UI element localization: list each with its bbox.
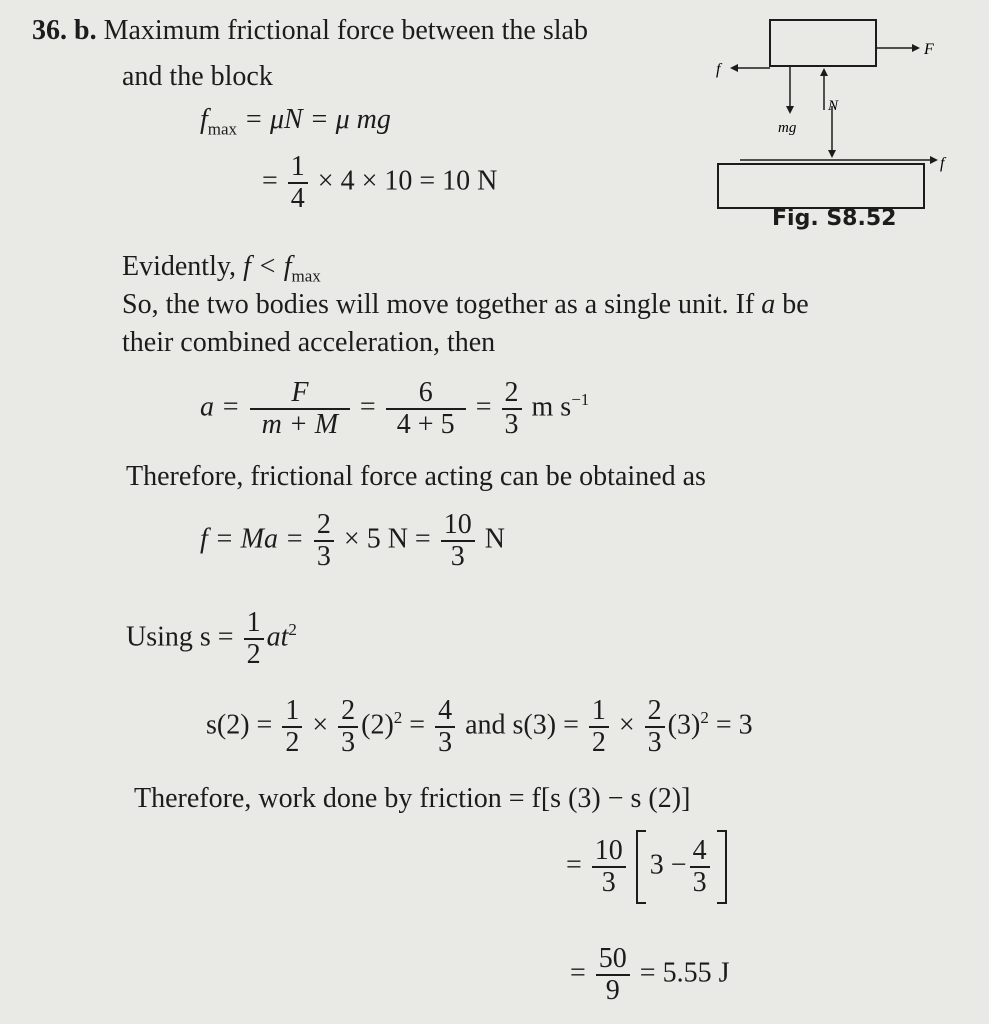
fmax-value-equation xyxy=(262,152,497,214)
work-equation xyxy=(566,830,727,904)
s3-frac-e xyxy=(645,696,665,758)
fmax-lhs-sub: max xyxy=(207,119,238,139)
accel-lhs: a = xyxy=(200,391,240,423)
s2-equals: = xyxy=(409,709,426,741)
bracket-frac-num: 4 xyxy=(692,835,707,866)
s2-square-sup: 2 xyxy=(393,708,403,728)
accel-frac-2 xyxy=(386,378,466,440)
s2-frac-c-num: 4 xyxy=(438,695,453,726)
using-frac-den: 2 xyxy=(244,638,264,670)
friction-frac-2 xyxy=(441,510,475,572)
s3-frac-e-den: 3 xyxy=(645,726,665,758)
bracket-content xyxy=(646,836,717,898)
para-text-a: So, the two bodies will move together as a single unit. If xyxy=(122,289,762,320)
solution-heading xyxy=(32,14,588,48)
friction-frac-1-num: 2 xyxy=(316,509,331,540)
label-f-right: f xyxy=(940,155,945,172)
friction-left-arrowhead xyxy=(730,64,738,72)
fmax-eq-sign: = xyxy=(262,165,278,197)
evidently-text: Evidently, xyxy=(122,251,244,282)
final-frac-num: 50 xyxy=(598,943,627,974)
accel-unit: m s xyxy=(531,391,572,423)
fmax-fraction xyxy=(288,152,308,214)
label-N: N xyxy=(828,98,839,114)
final-frac-den: 9 xyxy=(596,974,630,1006)
fmax-product: × 4 × 10 = 10 N xyxy=(317,165,498,197)
work-frac-den: 3 xyxy=(592,866,626,898)
s3-result: = 3 xyxy=(715,709,753,741)
s3-lhs: and s(3) = xyxy=(465,709,579,741)
paragraph-line-2: their combined acceleration, then xyxy=(122,327,496,358)
accel-eq-2: = xyxy=(475,391,492,423)
s3-square-sup: 2 xyxy=(700,708,709,728)
heading-line-1: Maximum frictional force between the slab xyxy=(103,15,588,46)
friction-frac-2-den: 3 xyxy=(441,540,475,572)
final-equation xyxy=(570,944,729,1006)
work-frac-num: 10 xyxy=(594,835,623,866)
fmax-equation xyxy=(200,104,391,140)
s3-frac-d-num: 1 xyxy=(591,695,606,726)
question-number: 36. b. xyxy=(32,15,97,46)
displacement-equation xyxy=(206,696,753,758)
label-f-left: f xyxy=(716,61,721,78)
right-bracket xyxy=(717,830,727,904)
friction-frac-2-num: 10 xyxy=(443,509,472,540)
s3-frac-e-num: 2 xyxy=(647,695,662,726)
final-result: = 5.55 J xyxy=(639,957,730,989)
label-F: F xyxy=(924,41,934,58)
work-equals: = xyxy=(566,849,582,881)
bracket-frac xyxy=(690,836,710,898)
force-F-arrowhead xyxy=(912,44,920,52)
fmax-lhs: f xyxy=(200,104,208,135)
friction-mid: × 5 N = xyxy=(343,523,431,555)
left-bracket xyxy=(636,830,646,904)
s2-frac-c xyxy=(435,696,455,758)
work-frac xyxy=(592,836,626,898)
accel-frac-3 xyxy=(502,378,522,440)
accel-frac-1-den: m + M xyxy=(250,408,350,440)
fmax-frac-num: 1 xyxy=(290,151,305,182)
s2-square: (2) xyxy=(361,709,394,741)
friction-equation xyxy=(200,510,505,572)
label-mg: mg xyxy=(778,120,797,136)
evidently-sub: max xyxy=(291,266,321,286)
s2-frac-a-den: 2 xyxy=(282,726,302,758)
s2-frac-a xyxy=(282,696,302,758)
bracket-inner-text: 3 − xyxy=(649,849,687,881)
s2-frac-b xyxy=(338,696,358,758)
using-text: Using s = xyxy=(126,621,234,653)
s3-times: × xyxy=(618,709,635,741)
using-frac-num: 1 xyxy=(246,607,261,638)
bracket-frac-den: 3 xyxy=(690,866,710,898)
accel-frac-3-den: 3 xyxy=(502,408,522,440)
friction-unit: N xyxy=(484,523,505,555)
fmax-rhs: = μN = μ mg xyxy=(244,104,391,135)
therefore-line-1: Therefore, frictional force acting can be obtained as xyxy=(126,461,706,492)
fmax-frac-den: 4 xyxy=(288,182,308,214)
s2-frac-b-num: 2 xyxy=(341,695,356,726)
accel-frac-2-den: 4 + 5 xyxy=(386,408,466,440)
using-expr: at xyxy=(266,621,289,653)
accel-frac-3-num: 2 xyxy=(504,377,519,408)
friction-frac-1-den: 3 xyxy=(314,540,334,572)
s2-frac-c-den: 3 xyxy=(435,726,455,758)
s2-lhs: s(2) = xyxy=(206,709,273,741)
accel-frac-1-num: F xyxy=(291,377,309,408)
s3-frac-d-den: 2 xyxy=(589,726,609,758)
weight-arrowhead xyxy=(786,106,794,114)
s3-square: (3) xyxy=(667,709,701,741)
using-equation xyxy=(126,608,297,670)
final-equals: = xyxy=(570,957,586,989)
para-text-b: be xyxy=(775,289,809,320)
friction-lhs: f = Ma = xyxy=(200,523,304,555)
s3-frac-d xyxy=(589,696,609,758)
s2-frac-a-num: 1 xyxy=(285,695,300,726)
using-sup: 2 xyxy=(288,620,297,640)
s2-times: × xyxy=(312,709,329,741)
slab-reaction-arrowhead xyxy=(828,150,836,158)
friction-right-arrowhead xyxy=(930,156,938,164)
block-rect xyxy=(770,20,876,66)
accel-frac-2-num: 6 xyxy=(418,377,433,408)
slab-rect xyxy=(718,164,924,208)
normal-arrowhead xyxy=(820,68,828,76)
figure-caption: Fig. S8.52 xyxy=(772,206,897,231)
accel-frac-1 xyxy=(250,378,350,440)
friction-frac-1 xyxy=(314,510,334,572)
accel-eq-1: = xyxy=(359,391,376,423)
paragraph-line-1 xyxy=(122,288,809,322)
therefore-line-2: Therefore, work done by friction = f[s (3) − s (2)] xyxy=(134,783,691,814)
s2-frac-b-den: 3 xyxy=(338,726,358,758)
evidently-inequality: f < f xyxy=(243,251,292,282)
acceleration-equation xyxy=(200,378,589,440)
accel-unit-sup: −1 xyxy=(571,390,590,410)
using-frac xyxy=(244,608,264,670)
para-var-a: a xyxy=(761,289,776,320)
final-frac xyxy=(596,944,630,1006)
heading-line-2: and the block xyxy=(122,61,273,92)
